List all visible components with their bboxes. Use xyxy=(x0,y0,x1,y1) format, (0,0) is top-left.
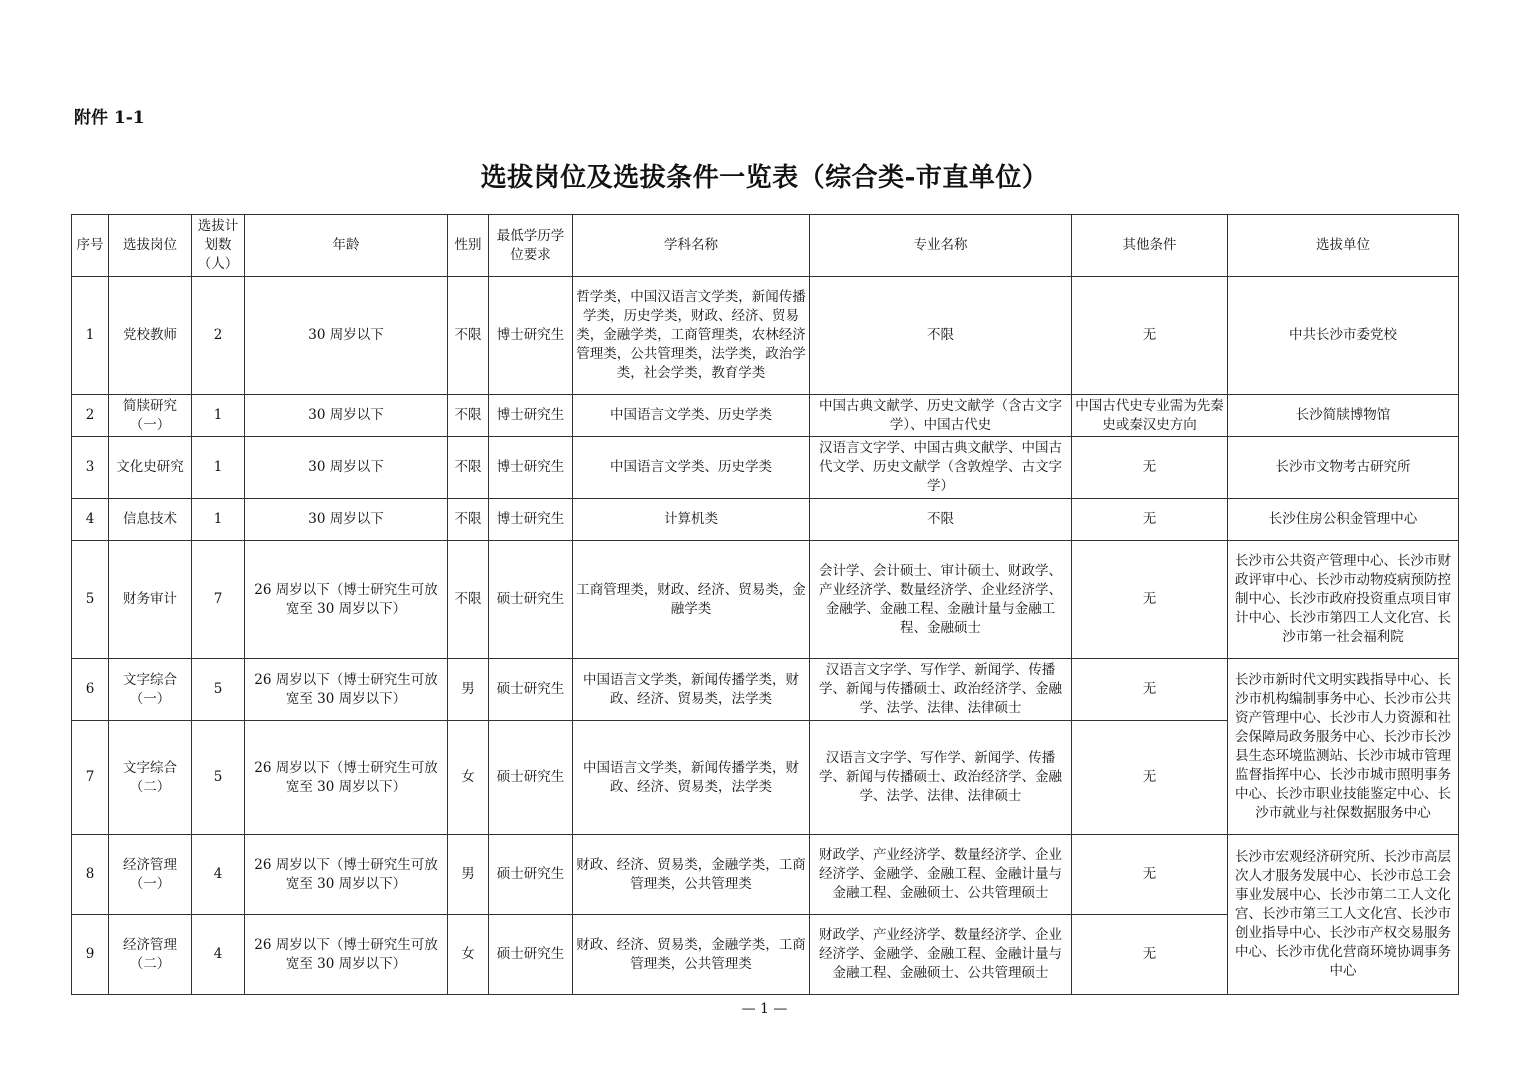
cell-position: 党校教师 xyxy=(109,277,192,395)
cell-other: 无 xyxy=(1072,541,1228,659)
table-row xyxy=(72,835,1459,915)
cell-other: 无 xyxy=(1072,835,1228,915)
cell-gender: 不限 xyxy=(448,277,489,395)
cell-discipline: 财政、经济、贸易类，金融学类，工商管理类，公共管理类 xyxy=(573,915,810,995)
cell-unit: 长沙住房公积金管理中心 xyxy=(1228,499,1459,541)
cell-degree: 硕士研究生 xyxy=(489,541,573,659)
cell-major: 汉语言文字学、写作学、新闻学、传播学、新闻与传播硕士、政治经济学、金融学、法学、法律、法律硕士 xyxy=(810,721,1072,835)
cell-seq: 6 xyxy=(72,659,109,721)
cell-position: 文字综合（一） xyxy=(109,659,192,721)
cell-age: 26 周岁以下（博士研究生可放宽至 30 周岁以下） xyxy=(245,541,448,659)
cell-count: 7 xyxy=(192,541,245,659)
cell-other: 无 xyxy=(1072,721,1228,835)
cell-age: 26 周岁以下（博士研究生可放宽至 30 周岁以下） xyxy=(245,721,448,835)
cell-major: 财政学、产业经济学、数量经济学、企业经济学、金融学、金融工程、金融计量与金融工程、金融硕士、公共管理硕士 xyxy=(810,915,1072,995)
cell-count: 4 xyxy=(192,835,245,915)
cell-unit: 中共长沙市委党校 xyxy=(1228,277,1459,395)
cell-major: 会计学、会计硕士、审计硕士、财政学、产业经济学、数量经济学、企业经济学、金融学、金融工程、金融计量与金融工程、金融硕士 xyxy=(810,541,1072,659)
table-row xyxy=(72,277,1459,395)
cell-age: 26 周岁以下（博士研究生可放宽至 30 周岁以下） xyxy=(245,659,448,721)
cell-degree: 硕士研究生 xyxy=(489,659,573,721)
cell-degree: 博士研究生 xyxy=(489,277,573,395)
cell-count: 2 xyxy=(192,277,245,395)
header-seq: 序号 xyxy=(72,215,109,277)
cell-age: 30 周岁以下 xyxy=(245,395,448,437)
cell-gender: 不限 xyxy=(448,437,489,499)
cell-other: 无 xyxy=(1072,277,1228,395)
cell-gender: 不限 xyxy=(448,499,489,541)
cell-count: 5 xyxy=(192,659,245,721)
cell-degree: 硕士研究生 xyxy=(489,835,573,915)
cell-seq: 4 xyxy=(72,499,109,541)
cell-major: 中国古典文献学、历史文献学（含古文字学）、中国古代史 xyxy=(810,395,1072,437)
cell-degree: 博士研究生 xyxy=(489,437,573,499)
cell-gender: 女 xyxy=(448,915,489,995)
cell-major: 财政学、产业经济学、数量经济学、企业经济学、金融学、金融工程、金融计量与金融工程、金融硕士、公共管理硕士 xyxy=(810,835,1072,915)
cell-unit: 长沙市公共资产管理中心、长沙市财政评审中心、长沙市动物疫病预防控制中心、长沙市政府投资重点项目审计中心、长沙市第四工人文化宫、长沙市第一社会福利院 xyxy=(1228,541,1459,659)
cell-position: 文字综合（二） xyxy=(109,721,192,835)
cell-seq: 8 xyxy=(72,835,109,915)
header-position: 选拔岗位 xyxy=(109,215,192,277)
cell-seq: 3 xyxy=(72,437,109,499)
header-age: 年龄 xyxy=(245,215,448,277)
cell-unit: 长沙市宏观经济研究所、长沙市高层次人才服务发展中心、长沙市总工会事业发展中心、长沙市第二工人文化宫、长沙市第三工人文化宫、长沙市创业指导中心、长沙市产权交易服务中心、长沙市优化营商环境协调事务中心 xyxy=(1228,835,1459,995)
cell-other: 无 xyxy=(1072,659,1228,721)
cell-seq: 7 xyxy=(72,721,109,835)
page-title: 选拔岗位及选拔条件一览表（综合类-市直单位） xyxy=(480,163,1049,193)
cell-position: 财务审计 xyxy=(109,541,192,659)
cell-other: 无 xyxy=(1072,499,1228,541)
cell-degree: 博士研究生 xyxy=(489,395,573,437)
cell-other: 无 xyxy=(1072,437,1228,499)
header-degree: 最低学历学位要求 xyxy=(489,215,573,277)
positions-table xyxy=(71,214,1459,995)
cell-position: 经济管理（二） xyxy=(109,915,192,995)
cell-discipline: 中国语言文学类，新闻传播学类，财政、经济、贸易类，法学类 xyxy=(573,721,810,835)
cell-count: 1 xyxy=(192,499,245,541)
cell-discipline: 财政、经济、贸易类，金融学类，工商管理类，公共管理类 xyxy=(573,835,810,915)
cell-gender: 女 xyxy=(448,721,489,835)
cell-gender: 不限 xyxy=(448,395,489,437)
cell-discipline: 计算机类 xyxy=(573,499,810,541)
cell-count: 1 xyxy=(192,437,245,499)
cell-seq: 5 xyxy=(72,541,109,659)
header-row xyxy=(72,215,1459,277)
cell-position: 简牍研究（一） xyxy=(109,395,192,437)
table-row xyxy=(72,541,1459,659)
cell-discipline: 中国语言文学类、历史学类 xyxy=(573,437,810,499)
header-count: 选拔计划数（人） xyxy=(192,215,245,277)
cell-gender: 男 xyxy=(448,659,489,721)
cell-major: 汉语言文字学、中国古典文献学、中国古代文学、历史文献学（含敦煌学、古文字学） xyxy=(810,437,1072,499)
table-row xyxy=(72,437,1459,499)
cell-seq: 9 xyxy=(72,915,109,995)
cell-unit: 长沙简牍博物馆 xyxy=(1228,395,1459,437)
cell-discipline: 哲学类，中国汉语言文学类，新闻传播学类，历史学类，财政、经济、贸易类，金融学类，工商管理类，农林经济管理类，公共管理类，法学类，政治学类，社会学类，教育学类 xyxy=(573,277,810,395)
cell-gender: 男 xyxy=(448,835,489,915)
attachment-label: 附件 1-1 xyxy=(74,108,145,128)
cell-age: 30 周岁以下 xyxy=(245,499,448,541)
cell-seq: 2 xyxy=(72,395,109,437)
cell-age: 30 周岁以下 xyxy=(245,437,448,499)
table-row xyxy=(72,395,1459,437)
cell-count: 4 xyxy=(192,915,245,995)
cell-age: 26 周岁以下（博士研究生可放宽至 30 周岁以下） xyxy=(245,835,448,915)
cell-degree: 硕士研究生 xyxy=(489,721,573,835)
header-other: 其他条件 xyxy=(1072,215,1228,277)
cell-degree: 博士研究生 xyxy=(489,499,573,541)
cell-discipline: 工商管理类，财政、经济、贸易类，金融学类 xyxy=(573,541,810,659)
cell-discipline: 中国语言文学类、历史学类 xyxy=(573,395,810,437)
cell-unit: 长沙市文物考古研究所 xyxy=(1228,437,1459,499)
cell-age: 30 周岁以下 xyxy=(245,277,448,395)
cell-discipline: 中国语言文学类，新闻传播学类，财政、经济、贸易类，法学类 xyxy=(573,659,810,721)
table-row xyxy=(72,659,1459,721)
cell-major: 不限 xyxy=(810,277,1072,395)
cell-gender: 不限 xyxy=(448,541,489,659)
header-discipline: 学科名称 xyxy=(573,215,810,277)
cell-position: 文化史研究 xyxy=(109,437,192,499)
cell-count: 1 xyxy=(192,395,245,437)
page-number: — 1 — xyxy=(741,1001,788,1017)
cell-other: 无 xyxy=(1072,915,1228,995)
cell-position: 经济管理（一） xyxy=(109,835,192,915)
cell-major: 汉语言文字学、写作学、新闻学、传播学、新闻与传播硕士、政治经济学、金融学、法学、法律、法律硕士 xyxy=(810,659,1072,721)
cell-other: 中国古代史专业需为先秦史或秦汉史方向 xyxy=(1072,395,1228,437)
header-unit: 选拔单位 xyxy=(1228,215,1459,277)
cell-count: 5 xyxy=(192,721,245,835)
header-major: 专业名称 xyxy=(810,215,1072,277)
table-row xyxy=(72,499,1459,541)
cell-degree: 硕士研究生 xyxy=(489,915,573,995)
cell-seq: 1 xyxy=(72,277,109,395)
cell-position: 信息技术 xyxy=(109,499,192,541)
header-gender: 性别 xyxy=(448,215,489,277)
cell-unit: 长沙市新时代文明实践指导中心、长沙市机构编制事务中心、长沙市公共资产管理中心、长沙市人力资源和社会保障局政务服务中心、长沙市长沙县生态环境监测站、长沙市城市管理监督指挥中心、长沙市城市照明事务中心、长沙市职业技能鉴定中心、长沙市就业与社保数据服务中心 xyxy=(1228,659,1459,835)
cell-major: 不限 xyxy=(810,499,1072,541)
cell-age: 26 周岁以下（博士研究生可放宽至 30 周岁以下） xyxy=(245,915,448,995)
